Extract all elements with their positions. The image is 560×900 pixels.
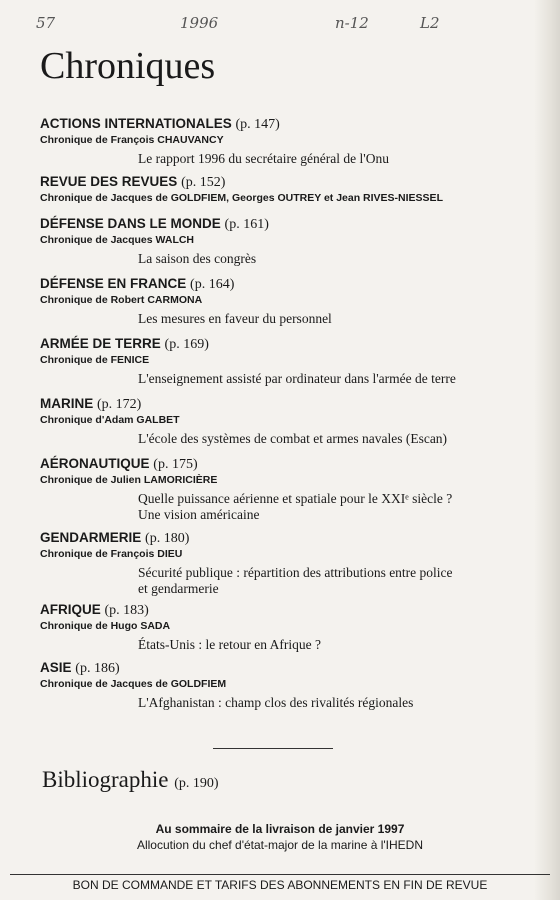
chronicle-section	[40, 530, 520, 597]
next-page-edge	[534, 0, 560, 900]
description-line: L'Afghanistan : champ clos des rivalités régionales	[138, 695, 414, 710]
section-title: GENDARMERIE	[40, 530, 142, 545]
section-description	[138, 491, 520, 523]
description-line: Quelle puissance aérienne et spatiale pour le XXIᵉ siècle ?	[138, 491, 453, 506]
handwritten-note-issue: n-12	[335, 14, 369, 32]
handwritten-note-year: 1996	[180, 14, 219, 32]
section-heading	[40, 530, 520, 547]
section-author: Chronique de Jacques de GOLDFIEM	[40, 678, 227, 690]
section-author: Chronique de Robert CARMONA	[40, 294, 203, 306]
section-heading	[40, 276, 520, 293]
chronicle-section	[40, 116, 520, 167]
section-title: DÉFENSE DANS LE MONDE	[40, 216, 221, 231]
section-title: ASIE	[40, 660, 72, 675]
chronicle-section	[40, 660, 520, 711]
section-author: Chronique d'Adam GALBET	[40, 414, 180, 426]
section-author: Chronique de FENICE	[40, 354, 150, 366]
section-page: (p. 161)	[224, 217, 269, 232]
section-page: (p. 152)	[181, 175, 226, 190]
section-heading	[40, 216, 520, 233]
handwritten-note-mark: L2	[420, 14, 440, 32]
section-author: Chronique de Jacques WALCH	[40, 234, 195, 246]
section-page: (p. 175)	[153, 457, 198, 472]
divider-rule	[213, 748, 333, 749]
section-heading	[40, 396, 520, 413]
section-title: DÉFENSE EN FRANCE	[40, 276, 187, 291]
section-author: Chronique de Hugo SADA	[40, 620, 171, 632]
section-heading	[40, 660, 520, 677]
section-title: AÉRONAUTIQUE	[40, 456, 150, 471]
section-description	[138, 251, 520, 267]
order-form-footer: BON DE COMMANDE ET TARIFS DES ABONNEMENTS EN FIN DE REVUE	[10, 874, 550, 893]
section-heading	[40, 174, 520, 191]
handwritten-note-left: 57	[36, 14, 56, 32]
section-heading	[40, 602, 520, 619]
section-page: (p. 180)	[145, 531, 190, 546]
section-description	[138, 565, 520, 597]
section-page: (p. 164)	[190, 277, 235, 292]
description-line: et gendarmerie	[138, 581, 219, 596]
description-line: L'école des systèmes de combat et armes navales (Escan)	[138, 431, 448, 446]
section-author: Chronique de François DIEU	[40, 548, 183, 560]
section-description	[138, 151, 520, 167]
section-author: Chronique de Julien LAMORICIÈRE	[40, 474, 218, 486]
section-page: (p. 147)	[235, 117, 280, 132]
section-description	[138, 637, 520, 653]
section-page: (p. 183)	[104, 603, 149, 618]
section-author: Chronique de François CHAUVANCY	[40, 134, 224, 146]
next-issue-heading: Au sommaire de la livraison de janvier 1997	[155, 822, 405, 836]
section-title: ACTIONS INTERNATIONALES	[40, 116, 232, 131]
chronicle-section	[40, 336, 520, 387]
description-line: États-Unis : le retour en Afrique ?	[138, 637, 321, 652]
bibliography-label: Bibliographie	[42, 767, 169, 792]
section-page: (p. 186)	[75, 661, 120, 676]
section-description	[138, 311, 520, 327]
section-description	[138, 695, 520, 711]
section-heading	[40, 336, 520, 353]
section-author: Chronique de Jacques de GOLDFIEM, Georges OUTREY et Jean RIVES-NIESSEL	[40, 192, 443, 204]
chronicle-section	[40, 456, 520, 523]
section-heading	[40, 456, 520, 473]
section-title: ARMÉE DE TERRE	[40, 336, 161, 351]
chronicle-section	[40, 396, 520, 447]
description-line: Une vision américaine	[138, 507, 260, 522]
section-title: REVUE DES REVUES	[40, 174, 178, 189]
description-line: Les mesures en faveur du personnel	[138, 311, 332, 326]
section-description	[138, 431, 520, 447]
section-title: AFRIQUE	[40, 602, 101, 617]
description-line: La saison des congrès	[138, 251, 257, 266]
section-page: (p. 172)	[97, 397, 142, 412]
description-line: L'enseignement assisté par ordinateur dans l'armée de terre	[138, 371, 456, 386]
bibliography-heading	[42, 766, 219, 798]
chronicle-section	[40, 174, 520, 205]
page-title: Chroniques	[40, 45, 216, 87]
chronicle-section	[40, 602, 520, 653]
chronicle-section	[40, 276, 520, 327]
description-line: Le rapport 1996 du secrétaire général de l'Onu	[138, 151, 389, 166]
next-issue-line: Allocution du chef d'état-major de la marine à l'IHEDN	[136, 838, 424, 852]
section-page: (p. 169)	[164, 337, 209, 352]
bibliography-page: (p. 190)	[174, 776, 219, 791]
chronicle-section	[40, 216, 520, 267]
section-title: MARINE	[40, 396, 94, 411]
section-description	[138, 371, 520, 387]
description-line: Sécurité publique : répartition des attributions entre police	[138, 565, 453, 580]
section-heading	[40, 116, 520, 133]
